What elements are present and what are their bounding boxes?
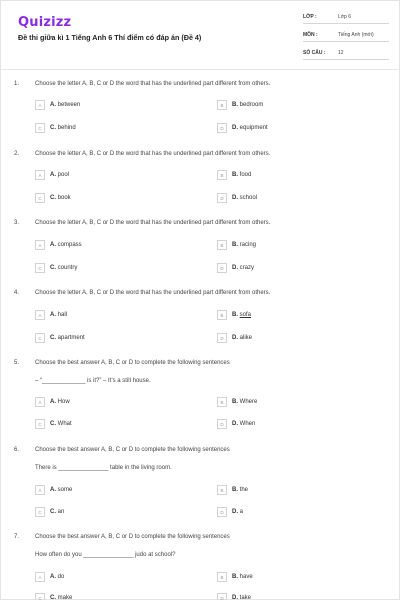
option-d[interactable] [217, 507, 243, 517]
meta-row-count [303, 47, 389, 60]
option-letter-box: A [35, 485, 45, 495]
option-a[interactable] [35, 572, 64, 582]
option-letter-box: B [217, 100, 227, 110]
question-sentence: There is _______________ table in the living room. [35, 465, 172, 471]
question-number: 1. [14, 81, 20, 87]
option-c[interactable] [35, 419, 72, 429]
option-a[interactable] [35, 485, 72, 495]
option-text: do [57, 574, 65, 580]
option-a[interactable] [35, 100, 80, 110]
option-c[interactable] [35, 263, 77, 273]
option-b[interactable] [217, 397, 257, 407]
option-text: between [57, 102, 81, 108]
option-text: country [57, 265, 78, 271]
option-letter-box: C [35, 419, 45, 429]
worksheet-meta [303, 11, 389, 65]
option-label: D. [232, 421, 238, 427]
option-text: What [57, 421, 72, 427]
option-label: C. [50, 195, 56, 201]
option-b[interactable] [217, 240, 256, 250]
option-text: racing [239, 242, 257, 248]
option-label: B. [232, 172, 238, 178]
option-label: A. [50, 242, 56, 248]
option-a[interactable] [35, 397, 70, 407]
option-b[interactable] [217, 100, 263, 110]
option-letter-box: B [217, 170, 227, 180]
option-label: D. [232, 125, 238, 131]
option-b[interactable] [217, 170, 251, 180]
option-label: C. [50, 509, 56, 515]
option-label: A. [50, 172, 56, 178]
option-text: compass [57, 242, 82, 248]
meta-row-class [303, 11, 389, 24]
option-letter-box: B [217, 397, 227, 407]
option-a[interactable] [35, 310, 67, 320]
option-c[interactable] [35, 193, 71, 203]
meta-key: MÔN : [303, 32, 318, 38]
question-number: 3. [14, 220, 20, 226]
worksheet-title: Đề thi giữa kì 1 Tiếng Anh 6 Thí điểm có đáp án (Đề 4) [18, 33, 202, 42]
option-letter-box: A [35, 170, 45, 180]
option-letter-box: C [35, 193, 45, 203]
question-text: Choose the letter A, B, C or D the word that has the underlined part different from others. [35, 290, 271, 296]
option-label: A. [50, 399, 56, 405]
question-number: 2. [14, 151, 20, 157]
option-label: C. [50, 335, 56, 341]
option-label: B. [232, 102, 238, 108]
option-text: equipment [239, 125, 268, 131]
option-text: crazy [239, 265, 255, 271]
option-letter-box: A [35, 100, 45, 110]
option-label: D. [232, 335, 238, 341]
meta-key: SỐ CÂU : [303, 50, 326, 56]
option-label: A. [50, 312, 56, 318]
option-letter-box: B [217, 310, 227, 320]
option-letter-box: C [35, 123, 45, 133]
option-letter-box: B [217, 240, 227, 250]
option-label: A. [50, 574, 56, 580]
option-c[interactable] [35, 593, 72, 600]
option-d[interactable] [217, 263, 254, 273]
option-letter-box: D [217, 507, 227, 517]
option-b[interactable] [217, 310, 251, 320]
meta-value: 12 [338, 50, 344, 56]
option-letter-box: A [35, 240, 45, 250]
option-text: How [57, 399, 70, 405]
option-d[interactable] [217, 123, 268, 133]
option-c[interactable] [35, 333, 85, 343]
meta-row-subject [303, 29, 389, 42]
question-sentence: How often do you _______________ judo at school? [35, 552, 176, 558]
option-letter-box: D [217, 263, 227, 273]
option-letter-box: A [35, 310, 45, 320]
meta-value: Lớp 6 [338, 14, 352, 20]
option-label: B. [232, 399, 238, 405]
option-letter-box: C [35, 333, 45, 343]
option-text: school [239, 195, 258, 201]
question-text: Choose the letter A, B, C or D the word that has the underlined part different from others. [35, 81, 271, 87]
option-text: the [239, 487, 249, 493]
question-number: 6. [14, 447, 20, 453]
question-text: Choose the letter A, B, C or D the word that has the underlined part different from others. [35, 220, 271, 226]
option-c[interactable] [35, 123, 76, 133]
question-number: 7. [14, 534, 20, 540]
option-d[interactable] [217, 333, 252, 343]
option-d[interactable] [217, 193, 257, 203]
option-text: some [57, 487, 73, 493]
option-text: apartment [57, 335, 85, 341]
header-divider [1, 69, 400, 70]
option-d[interactable] [217, 593, 251, 600]
option-text: Where [239, 399, 258, 405]
option-text: have [239, 574, 253, 580]
option-letter-box: D [217, 593, 227, 600]
option-text: bedroom [239, 102, 264, 108]
question-text: Choose the best answer A, B, C or D to complete the following sentences [35, 447, 230, 453]
option-label: D. [232, 265, 238, 271]
option-letter-box: B [217, 485, 227, 495]
option-text: a [239, 509, 244, 515]
option-label: B. [232, 242, 238, 248]
option-letter-box: A [35, 397, 45, 407]
question-text: Choose the best answer A, B, C or D to complete the following sentences [35, 534, 230, 540]
question-text: Choose the letter A, B, C or D the word that has the underlined part different from others. [35, 151, 271, 157]
option-text: When [239, 421, 256, 427]
option-c[interactable] [35, 507, 64, 517]
option-text: sofa [239, 312, 252, 318]
option-label: D. [232, 509, 238, 515]
option-text: an [57, 509, 65, 515]
option-label: C. [50, 595, 56, 600]
option-text: make [57, 595, 73, 600]
option-d[interactable] [217, 419, 255, 429]
option-label: C. [50, 125, 56, 131]
question-text: Choose the best answer A, B, C or D to complete the following sentences [35, 360, 230, 366]
option-letter-box: A [35, 572, 45, 582]
option-letter-box: D [217, 333, 227, 343]
option-label: B. [232, 487, 238, 493]
option-label: A. [50, 102, 56, 108]
option-label: C. [50, 265, 56, 271]
option-letter-box: D [217, 419, 227, 429]
option-text: hall [57, 312, 68, 318]
option-a[interactable] [35, 240, 82, 250]
question-sentence: – “_____________ is it?” – It’s a still house. [35, 378, 151, 384]
question-number: 5. [14, 360, 20, 366]
question-number: 4. [14, 290, 20, 296]
option-label: A. [50, 487, 56, 493]
option-b[interactable] [217, 485, 248, 495]
option-letter-box: C [35, 507, 45, 517]
option-label: D. [232, 595, 238, 600]
quizizz-logo: Quizizz [18, 15, 72, 30]
option-label: B. [232, 312, 238, 318]
option-letter-box: C [35, 593, 45, 600]
option-text: food [239, 172, 252, 178]
option-label: B. [232, 574, 238, 580]
option-text: pool [57, 172, 70, 178]
meta-key: LỚP : [303, 14, 317, 20]
option-text: book [57, 195, 71, 201]
option-text: alike [239, 335, 253, 341]
option-a[interactable] [35, 170, 69, 180]
option-letter-box: B [217, 572, 227, 582]
meta-value: Tiếng Anh (mới) [338, 32, 374, 38]
option-text: behind [57, 125, 76, 131]
option-letter-box: C [35, 263, 45, 273]
option-letter-box: D [217, 123, 227, 133]
option-label: C. [50, 421, 56, 427]
option-label: D. [232, 195, 238, 201]
option-letter-box: D [217, 193, 227, 203]
option-text: take [239, 595, 252, 600]
option-b[interactable] [217, 572, 253, 582]
